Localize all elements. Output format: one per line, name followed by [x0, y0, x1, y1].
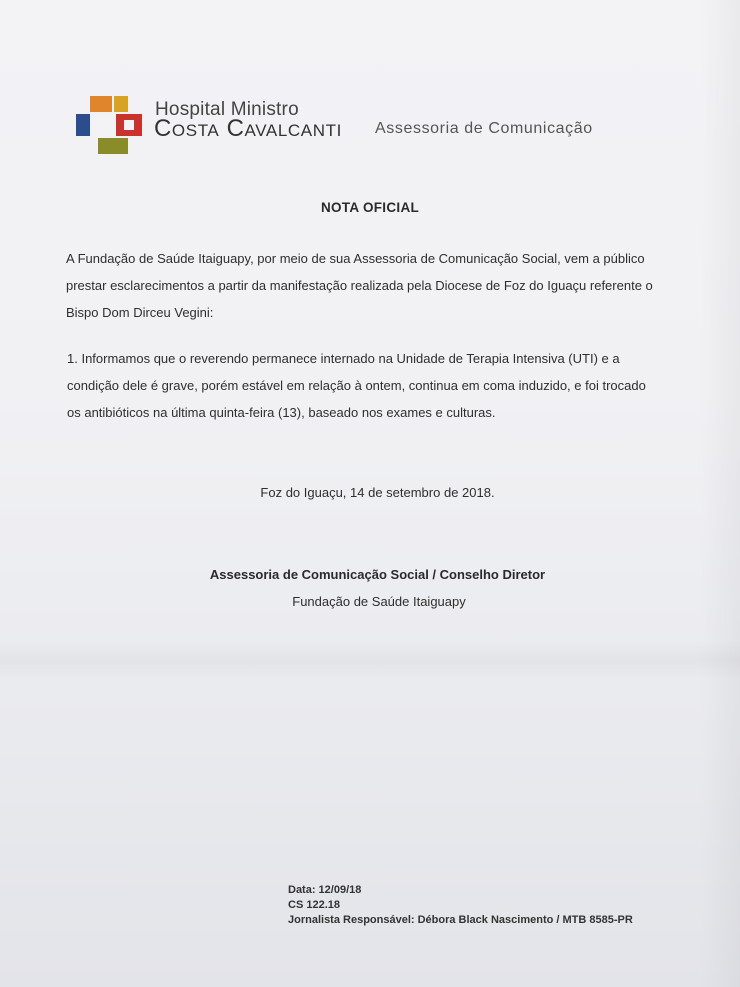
paragraph-line: 1. Informamos que o reverendo permanece internado na Unidade de Terapia Intensiva (UTI) e a: [67, 351, 620, 366]
footer-code: CS 122.18: [288, 899, 340, 911]
paragraph-item-1: [67, 345, 646, 426]
footer-journalist: Jornalista Responsável: Débora Black Nascimento / MTB 8585-PR: [288, 914, 633, 926]
paragraph-line: os antibióticos na última quinta-feira (13), baseado nos exames e culturas.: [67, 405, 496, 420]
paragraph-line: Bispo Dom Dirceu Vegini:: [66, 305, 214, 320]
paragraph-intro: [66, 245, 653, 326]
paragraph-line: condição dele é grave, porém estável em relação à ontem, continua em coma induzido, e foi trocado: [67, 378, 646, 393]
signature-organization: Fundação de Saúde Itaiguapy: [292, 594, 466, 609]
hospital-name-line1: Hospital Ministro: [155, 99, 299, 120]
document-title: NOTA OFICIAL: [320, 200, 420, 215]
department-name: Assessoria de Comunicação: [375, 120, 593, 137]
hospital-cross-logo-icon: [74, 94, 146, 156]
footer-date: Data: 12/09/18: [288, 884, 362, 896]
hospital-name-line2: Costa Cavalcanti: [154, 115, 342, 142]
footer-info: [288, 883, 633, 928]
paper-fold-shadow: [0, 640, 740, 680]
paragraph-line: A Fundação de Saúde Itaiguapy, por meio de sua Assessoria de Comunicação Social, vem a público: [66, 251, 645, 266]
signature-role: Assessoria de Comunicação Social / Conselho Diretor: [209, 567, 546, 582]
paragraph-line: prestar esclarecimentos a partir da manifestação realizada pela Diocese de Foz do Iguaçu referente o: [66, 278, 653, 293]
place-date: Foz do Iguaçu, 14 de setembro de 2018.: [260, 485, 495, 500]
